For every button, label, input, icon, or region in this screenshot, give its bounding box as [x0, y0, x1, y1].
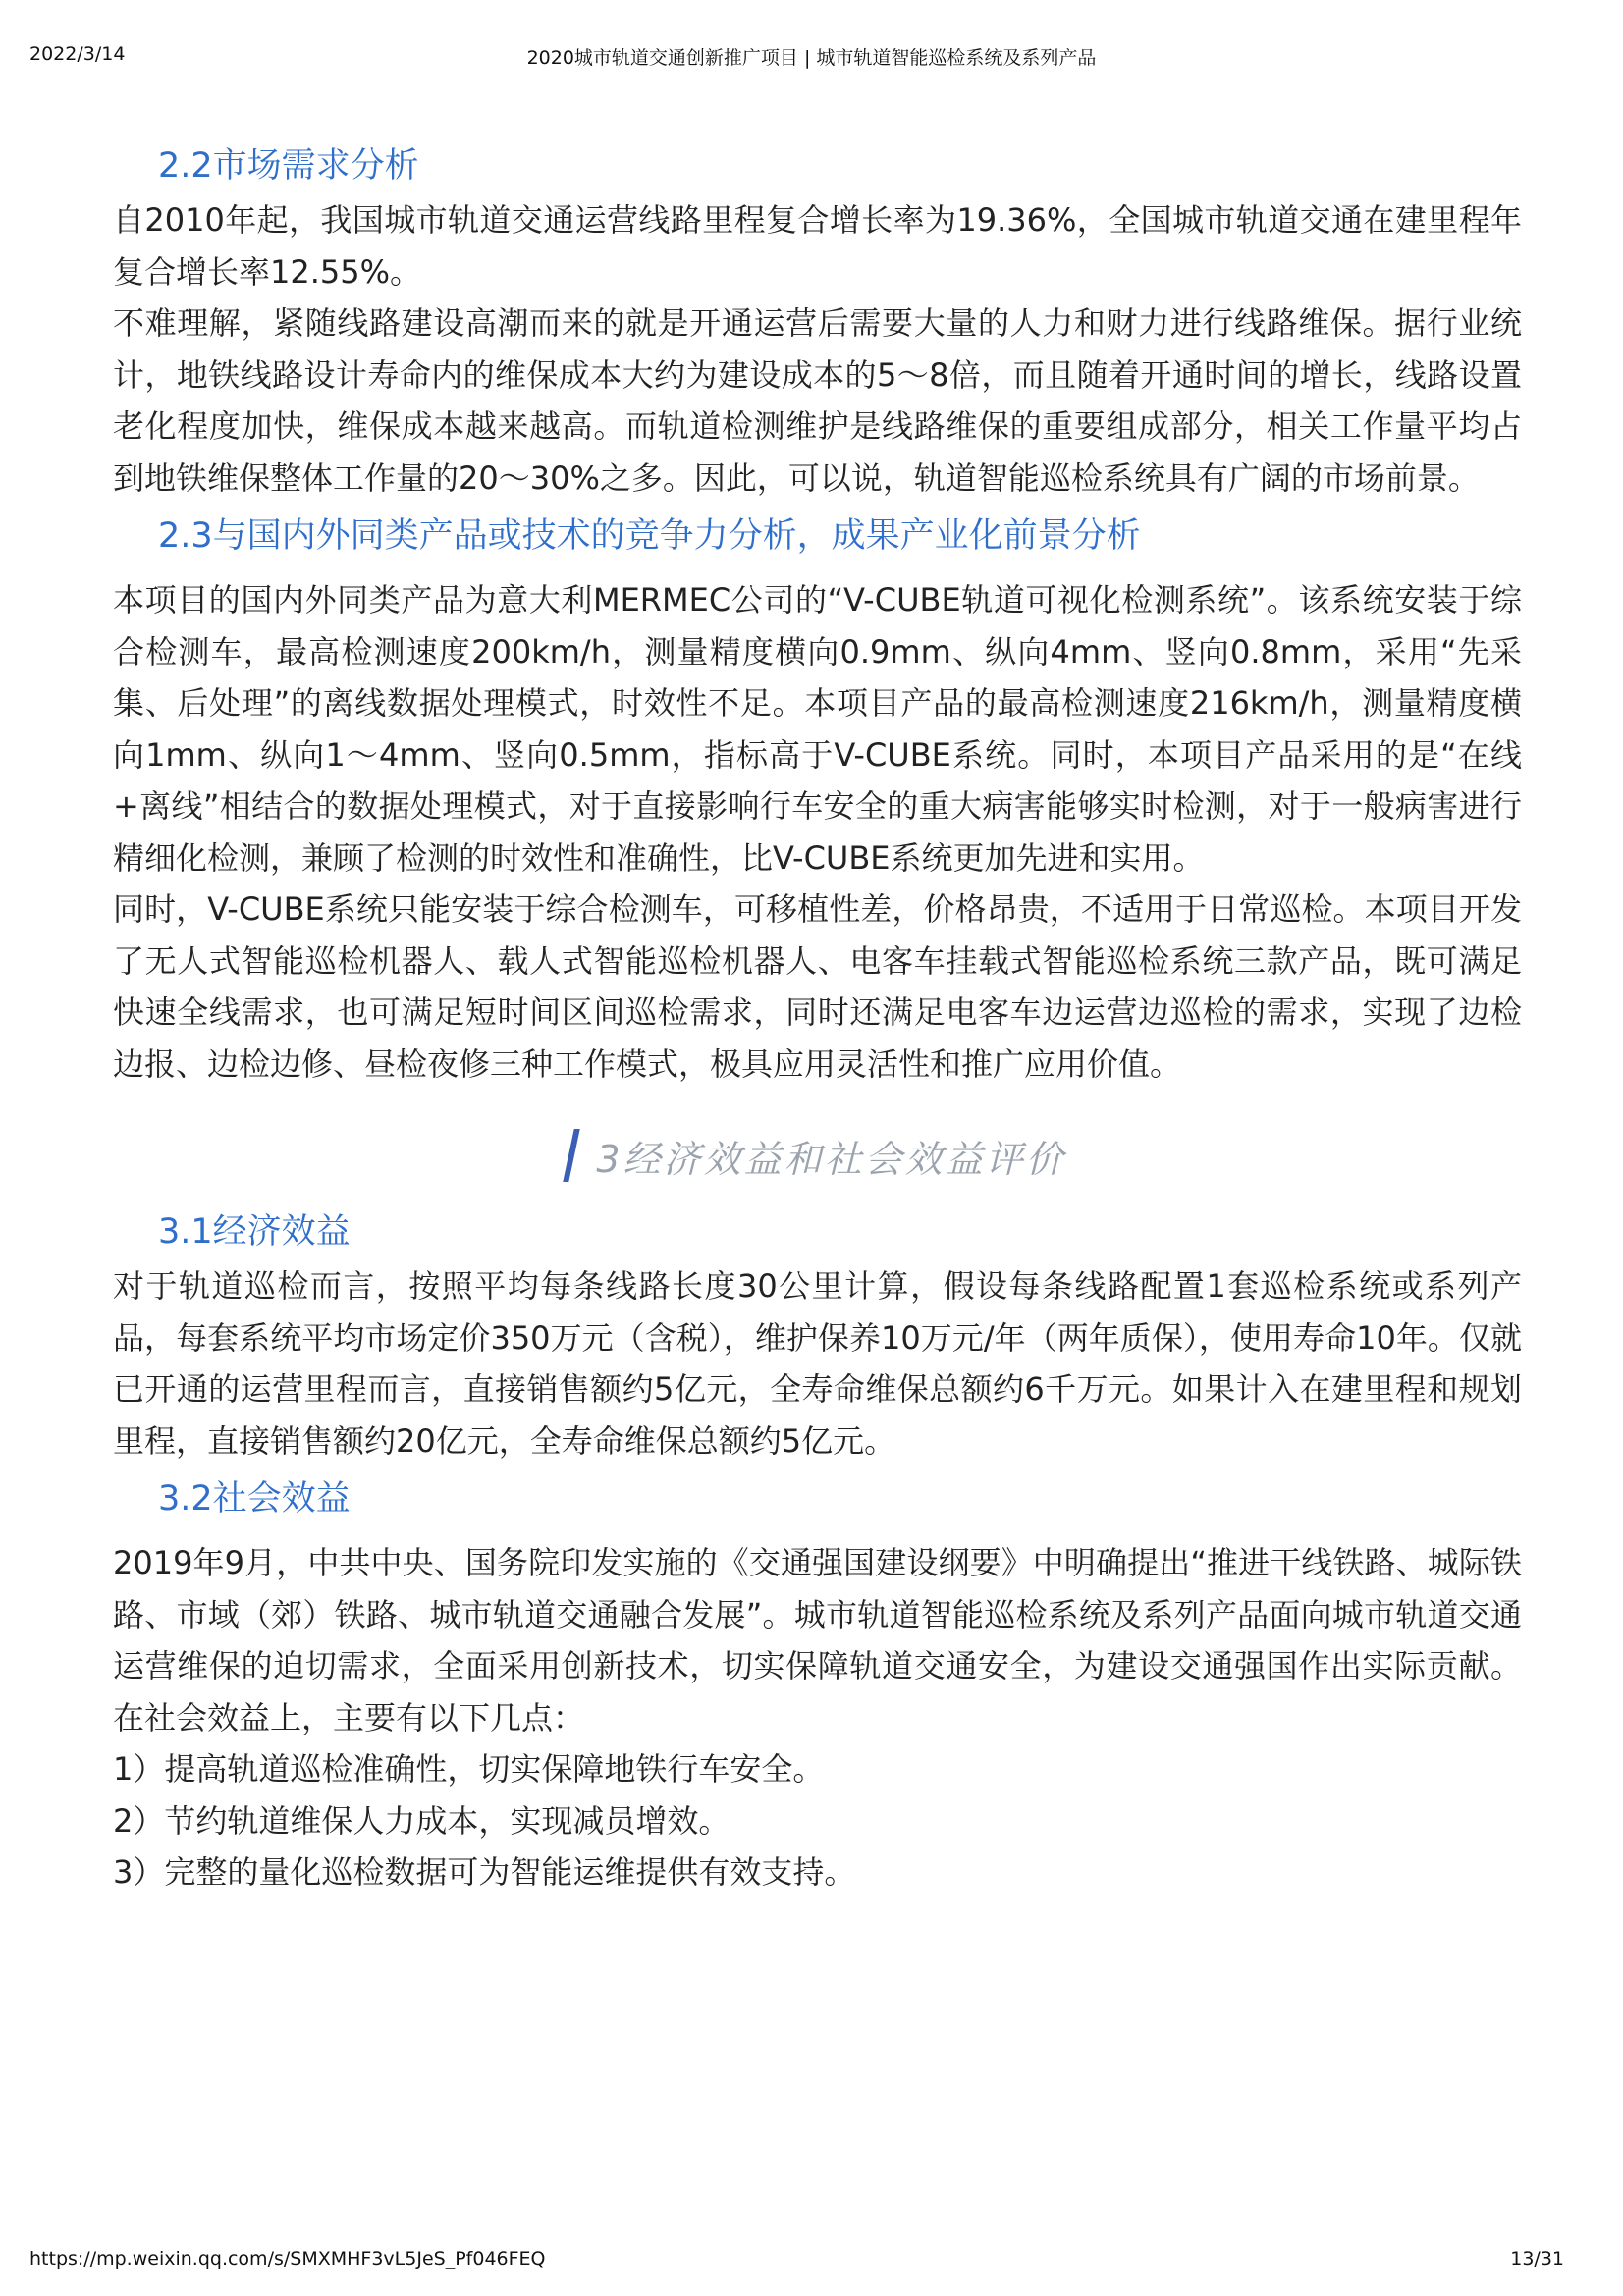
list-item-2: 2）节约轨道维保人力成本，实现减员增效。	[113, 1801, 730, 1840]
list-item-1: 1）提高轨道巡检准确性，切实保障地铁行车安全。	[113, 1750, 825, 1788]
chapter-heading	[113, 1127, 1522, 1184]
paragraph-3-1-economic: 对于轨道巡检而言，按照平均每条线路长度30公里计算，假设每条线路配置1套巡检系统或系列产品，每套系统平均市场定价350万元（含税），维护保养10万元/年（两年质保），使用寿命10年。仅就已开通的运营里程而言，直接销售额约5亿元，全寿命维保总额约6千万元。如果计入在建里程和规划里程，直接销售额约20亿元，全寿命维保总额约5亿元。	[113, 1267, 1522, 1460]
footer-page-number: 13/31	[1510, 2248, 1564, 2269]
paragraph-2-3-products: 同时，V-CUBE系统只能安装于综合检测车，可移植性差，价格昂贵，不适用于日常巡检。本项目开发了无人式智能巡检机器人、载人式智能巡检机器人、电客车挂载式智能巡检系统三款产品，既可满足快速全线需求，也可满足短时间区间巡检需求，同时还满足电客车边运营边巡检的需求，实现了边检边报、边检边修、昼检夜修三种工作模式，极具应用灵活性和推广应用价值。	[113, 890, 1522, 1083]
paragraph-3-2-social: 2019年9月，中共中央、国务院印发实施的《交通强国建设纲要》中明确提出“推进干线铁路、城际铁路、市域（郊）铁路、城市轨道交通融合发展”。城市轨道智能巡检系统及系列产品面向城市轨道交通运营维保的迫切需求，全面采用创新技术，切实保障轨道交通安全，为建设交通强国作出实际贡献。在社会效益上，主要有以下几点：	[113, 1544, 1522, 1736]
paragraph-2-2-maintenance: 不难理解，紧随线路建设高潮而来的就是开通运营后需要大量的人力和财力进行线路维保。据行业统计，地铁线路设计寿命内的维保成本大约为建设成本的5～8倍，而且随着开通时间的增长，线路设置老化程度加快，维保成本越来越高。而轨道检测维护是线路维保的重要组成部分，相关工作量平均占到地铁维保整体工作量的20～30%之多。因此，可以说，轨道智能巡检系统具有广阔的市场前景。	[113, 304, 1522, 497]
chapter-accent-bar	[564, 1129, 580, 1182]
footer-url[interactable]: https://mp.weixin.qq.com/s/SMXMHF3vL5JeS_Pf046FEQ	[29, 2248, 546, 2269]
section-title-2-3: 2.3与国内外同类产品或技术的竞争力分析，成果产业化前景分析	[158, 516, 1141, 556]
section-title-3-1: 3.1经济效益	[158, 1212, 351, 1252]
header-title: 2020城市轨道交通创新推广项目 | 城市轨道智能巡检系统及系列产品	[526, 47, 1097, 69]
chapter-title: 3经济效益和社会效益评价	[596, 1137, 1066, 1181]
section-title-3-2: 3.2社会效益	[158, 1479, 351, 1519]
paragraph-2-2-growth: 自2010年起，我国城市轨道交通运营线路里程复合增长率为19.36%，全国城市轨道交通在建里程年复合增长率12.55%。	[113, 201, 1522, 291]
list-item-3: 3）完整的量化巡检数据可为智能运维提供有效支持。	[113, 1853, 856, 1891]
section-title-2-2: 2.2市场需求分析	[158, 146, 419, 186]
header-date: 2022/3/14	[29, 43, 126, 65]
article-body	[113, 137, 1522, 1898]
paragraph-2-3-comparison: 本项目的国内外同类产品为意大利MERMEC公司的“V-CUBE轨道可视化检测系统”。该系统安装于综合检测车，最高检测速度200km/h，测量精度横向0.9mm、纵向4mm、竖向0.8mm，采用“先采集、后处理”的离线数据处理模式，时效性不足。本项目产品的最高检测速度216km/h，测量精度横向1mm、纵向1～4mm、竖向0.5mm，指标高于V-CUBE系统。同时，本项目产品采用的是“在线+离线”相结合的数据处理模式，对于直接影响行车安全的重大病害能够实时检测，对于一般病害进行精细化检测，兼顾了检测的时效性和准确性，比V-CUBE系统更加先进和实用。	[113, 581, 1522, 877]
